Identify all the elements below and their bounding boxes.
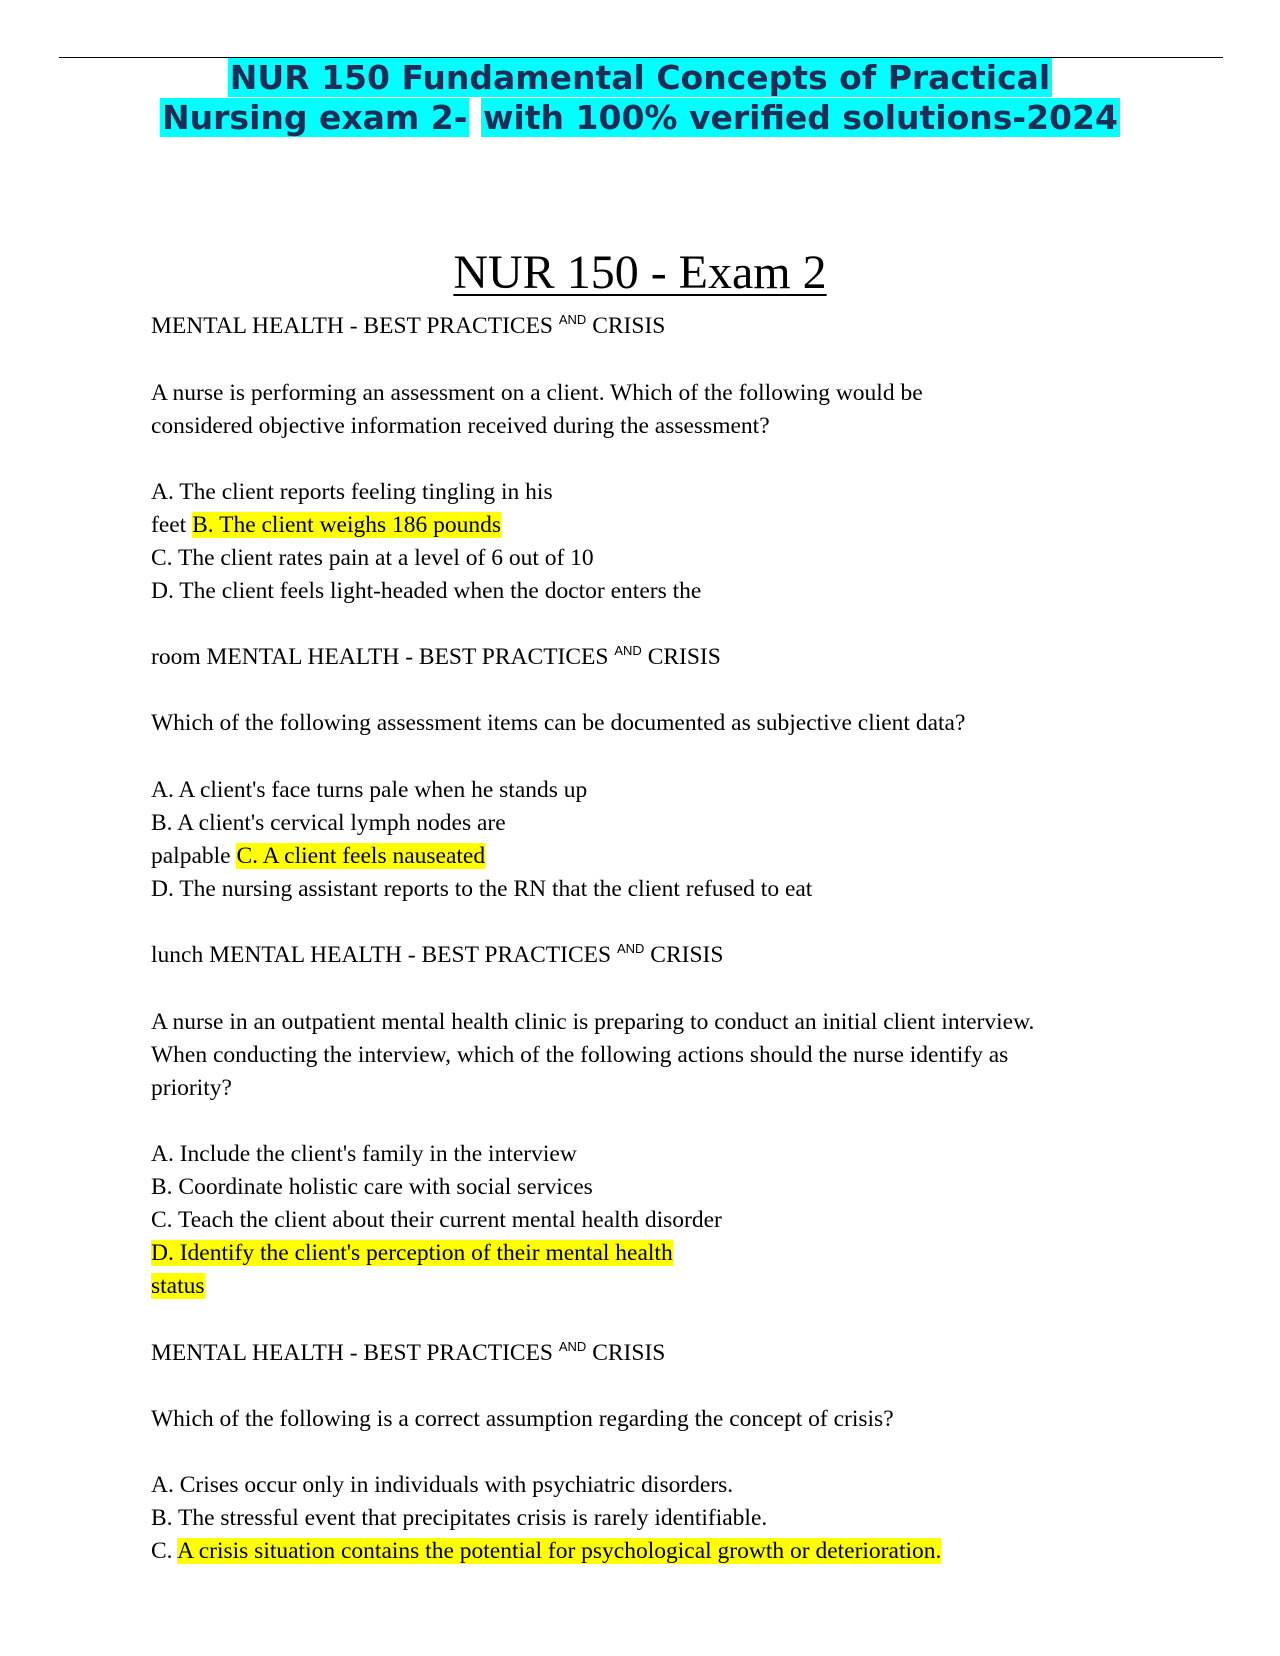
question-4-stem-line-1: Which of the following is a correct assumption regarding the concept of crisis? [151,1406,894,1432]
question-2-option-c-line: palpable C. A client feels nauseated [151,843,486,869]
question-1-stem-line-1: A nurse is performing an assessment on a client. Which of the following would be [151,380,923,406]
question-4-option-c-line: C. A crisis situation contains the potential for psychological growth or deterioration. [151,1538,942,1564]
section-heading: lunch MENTAL HEALTH - BEST PRACTICES $^{AND}$ CRISIS [151,941,724,968]
banner-text-2a: Nursing exam 2- [162,98,468,137]
question-3-option-d-line-2 [151,1271,205,1301]
question-3-stem-line-1: A nurse in an outpatient mental health clinic is preparing to conduct an initial client interview. [151,1009,1035,1035]
section-heading: MENTAL HEALTH - BEST PRACTICES $^{AND}$ CRISIS [151,312,666,339]
question-4-option-a: A. Crises occur only in individuals with psychiatric disorders. [151,1472,734,1498]
correct-answer-highlight: C. A client feels nauseated [236,843,486,869]
question-4-option-b: B. The stressful event that precipitates crisis is rarely identifiable. [151,1505,768,1531]
question-1-stem-line-2: considered objective information received during the assessment? [151,413,770,439]
correct-answer-highlight: A crisis situation contains the potential for psychological growth or deterioration. [177,1538,942,1564]
question-3-stem-line-3: priority? [151,1075,232,1101]
correct-answer-highlight: D. Identify the client's perception of their mental health [151,1240,673,1266]
question-1-option-c: C. The client rates pain at a level of 6 out of 10 [151,545,594,571]
question-3-option-c: C. Teach the client about their current mental health disorder [151,1207,722,1233]
question-1-option-d: D. The client feels light-headed when the doctor enters the [151,578,702,604]
question-3-option-d-line-1 [151,1238,673,1268]
correct-answer-highlight: B. The client weighs 186 pounds [192,512,502,538]
correct-answer-highlight: status [151,1273,205,1299]
section-heading: room MENTAL HEALTH - BEST PRACTICES $^{AND}$ CRISIS [151,643,721,670]
banner-text-1: NUR 150 Fundamental Concepts of Practical [229,58,1051,97]
question-3-option-a: A. Include the client's family in the interview [151,1141,577,1167]
question-3-option-b: B. Coordinate holistic care with social services [151,1174,593,1200]
question-2-option-b: B. A client's cervical lymph nodes are [151,810,506,836]
banner-text-2b: with 100% verified solutions-2024 [482,98,1118,137]
question-1-option-a: A. The client reports feeling tingling in his [151,479,553,505]
question-3-stem-line-2: When conducting the interview, which of the following actions should the nurse identify as [151,1042,1009,1068]
question-2-option-d: D. The nursing assistant reports to the RN that the client refused to eat [151,876,813,902]
section-heading: MENTAL HEALTH - BEST PRACTICES $^{AND}$ CRISIS [151,1339,666,1366]
question-2-stem-line-1: Which of the following assessment items can be documented as subjective client data? [151,710,966,736]
question-2-option-a: A. A client's face turns pale when he stands up [151,777,588,803]
document-title: NUR 150 - Exam 2 [453,246,827,299]
banner-line-1 [0,58,1280,98]
banner-line-2 [0,98,1280,138]
question-1-option-b-line: feet B. The client weighs 186 pounds [151,512,502,538]
